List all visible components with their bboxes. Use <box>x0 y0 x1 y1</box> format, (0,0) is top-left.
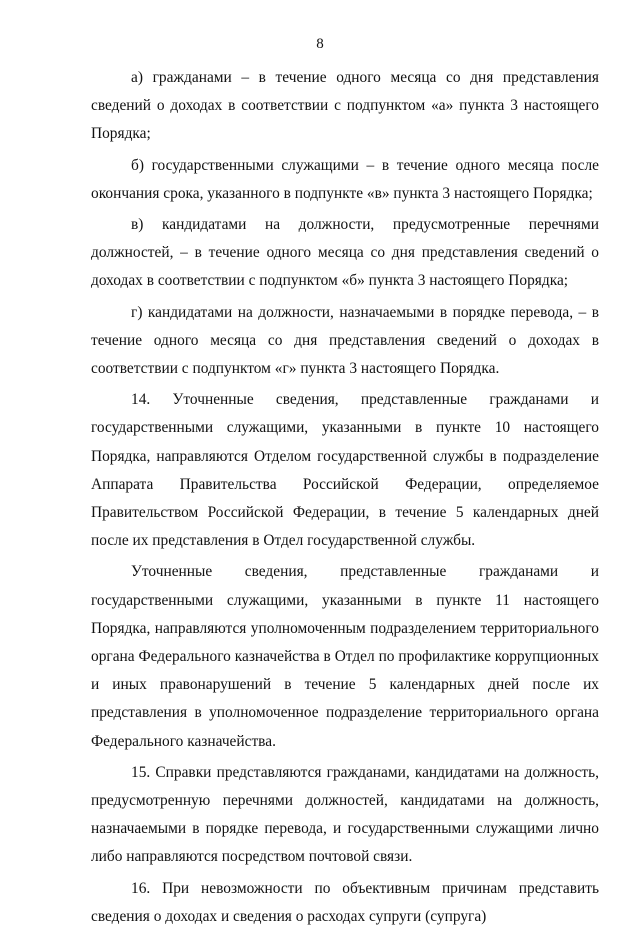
paragraph-clause-15: 15. Справки представляются гражданами, кандидатами на должность, предусмотренную перечнями должностей, кандидатами на должность, назначаемыми в порядке перевода, и государственными служащими лично либо направляются посредством почтовой связи. <box>91 763 599 866</box>
paragraph-item-a: а) гражданами – в течение одного месяца со дня представления сведений о доходах в соответствии с подпунктом «а» пункта 3 настоящего Порядка; <box>91 69 599 143</box>
document-body <box>91 64 599 934</box>
paragraph-item-v: в) кандидатами на должности, предусмотренные перечнями должностей, – в течение одного месяца со дня представления сведений о доходах в соответствии с подпунктом «б» пункта 3 настоящего Порядка; <box>91 216 599 290</box>
paragraph-clause-14-second: Уточненные сведения, представленные гражданами и государственными служащими, указанными в пункте 11 настоящего Порядка, направляются уполномоченным подразделением территориального органа Федерального казначейства в Отдел по профилактике коррупционных и иных правонарушений в течение 5 календарных дней после их представления в уполномоченное подразделение территориального органа Федерального казначейства. <box>91 563 599 750</box>
page-number: 8 <box>316 36 324 52</box>
paragraph-clause-16: 16. При невозможности по объективным причинам представить сведения о доходах и сведения о расходах супруги (супруга) <box>91 879 599 925</box>
paragraph-item-g: г) кандидатами на должности, назначаемыми в порядке перевода, – в течение одного месяца со дня представления сведений о доходах в соответствии с подпунктом «г» пункта 3 настоящего Порядка. <box>91 303 599 378</box>
paragraph-clause-14: 14. Уточненные сведения, представленные гражданами и государственными служащими, указанными в пункте 10 настоящего Порядка, направляются Отделом государственной службы в подразделение Аппарата Правительства Российской Федерации, определяемое Правительством Российской Федерации, в течение 5 календарных дней после их представления в Отдел государственной службы. <box>91 391 599 550</box>
paragraph-item-b: б) государственными служащими – в течение одного месяца после окончания срока, указанного в подпункте «в» пункта 3 настоящего Порядка; <box>91 156 599 202</box>
